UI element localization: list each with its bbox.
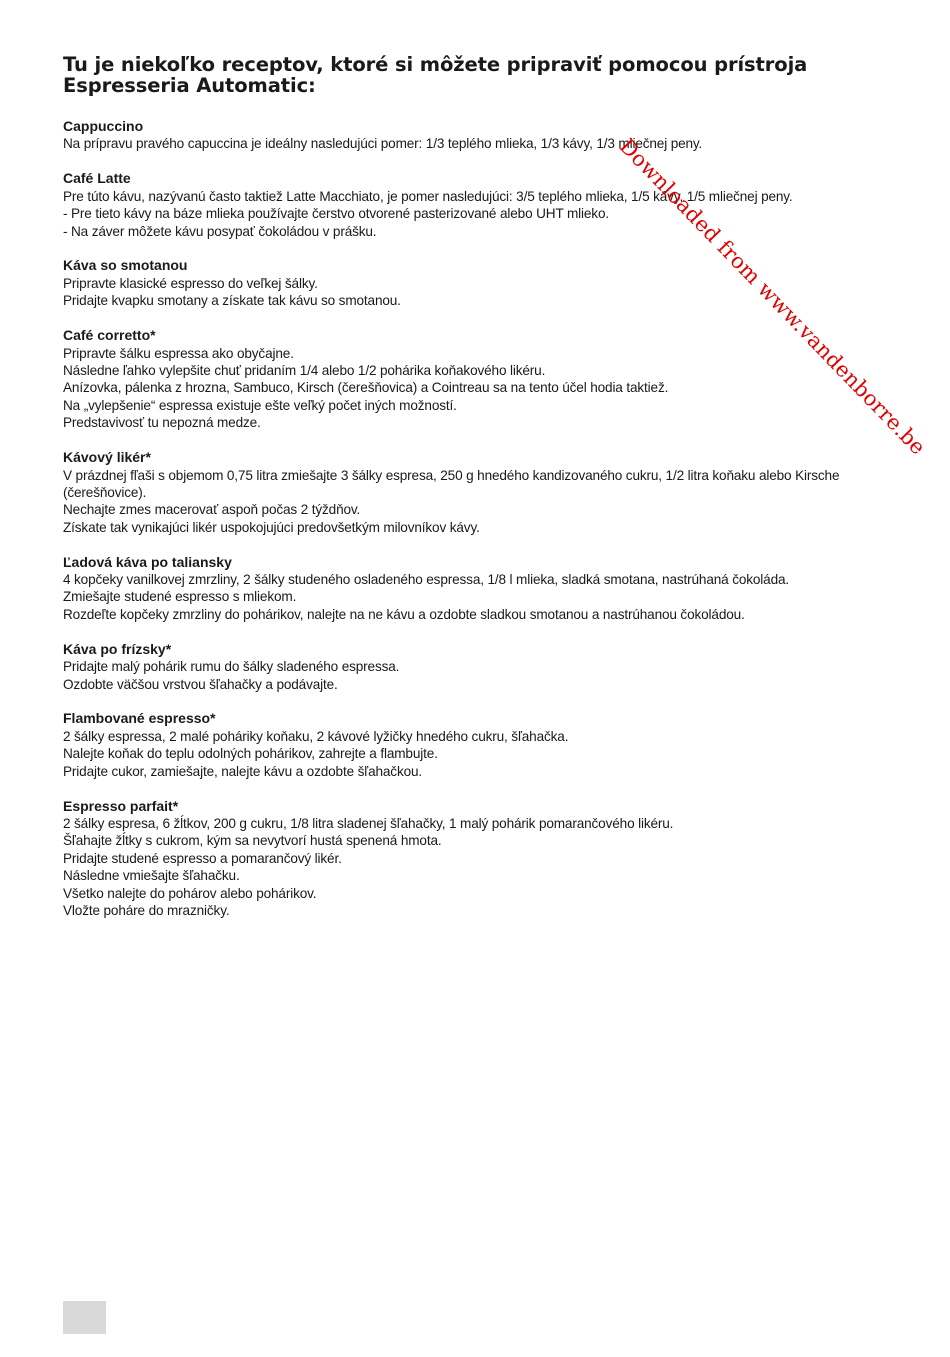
recipe-section — [63, 170, 903, 240]
recipe-text-line: Pre túto kávu, nazývanú často taktiež Latte Macchiato, je pomer nasledujúci: 3/5 teplého mlieka, 1/5 kávy, 1/5 mliečnej peny. — [63, 188, 793, 204]
recipe-text-line: (čerešňovice). — [63, 484, 147, 500]
recipe-text-line: Pridajte malý pohárik rumu do šálky sladeného espressa. — [63, 659, 400, 675]
recipe-text-line: Následne vmiešajte šľahačku. — [63, 868, 240, 884]
recipe-text-line: Rozdeľte kopčeky zmrzliny do pohárikov, nalejte na ne kávu a ozdobte sladkou smotanou a nastrúhanou čokoládou. — [63, 606, 745, 622]
recipe-list — [63, 118, 903, 919]
recipe-text-line: V prázdnej fľaši s objemom 0,75 litra zmiešajte 3 šálky espresa, 250 g hnedého kandizovaného cukru, 1/2 litra koňaku alebo Kirsche — [63, 467, 840, 483]
recipe-text-line: Na prípravu pravého capuccina je ideálny nasledujúci pomer: 1/3 teplého mlieka, 1/3 kávy, 1/3 mliečnej peny. — [63, 136, 703, 152]
recipe-text-line: 2 šálky espressa, 2 malé poháriky koňaku, 2 kávové lyžičky hnedého cukru, šľahačka. — [63, 728, 569, 744]
recipe-section — [63, 641, 903, 693]
recipe-section — [63, 554, 903, 624]
recipe-text-line: Zmiešajte studené espresso s mliekom. — [63, 589, 297, 605]
recipe-text-line: Vložte poháre do mrazničky. — [63, 903, 230, 919]
recipe-text-line: Nalejte koňak do teplu odolných pohárikov, zahrejte a flambujte. — [63, 746, 438, 762]
document-page — [63, 54, 903, 937]
recipe-text-line: - Na záver môžete kávu posypať čokoládou v prášku. — [63, 223, 377, 239]
recipe-text-line: 2 šálky espresa, 6 žĺtkov, 200 g cukru, 1/8 litra sladenej šľahačky, 1 malý pohárik pomarančového likéru. — [63, 816, 674, 831]
recipe-text-line: Na „vylepšenie“ espressa existuje ešte veľký počet iných možností. — [63, 397, 457, 413]
recipe-section — [63, 327, 903, 431]
recipe-text-line: Predstavivosť tu nepozná medze. — [63, 415, 261, 431]
watermark-link[interactable]: Downloaded from www.vandenborre.be — [614, 134, 931, 460]
page-title: Tu je niekoľko receptov, ktoré si môžete pripraviť pomocou prístroja Espresseria Automatic: — [63, 53, 808, 97]
recipe-section — [63, 798, 903, 920]
recipe-heading: Káva po frízsky* — [63, 640, 172, 657]
recipe-heading: Espresso parfait* — [63, 797, 179, 814]
recipe-heading: Cappuccino — [63, 118, 144, 134]
recipe-text-line: Pripravte šálku espressa ako obyčajne. — [63, 345, 294, 361]
recipe-text-line: Pridajte kvapku smotany a získate tak kávu so smotanou. — [63, 293, 401, 309]
recipe-heading: Ľadová káva po taliansky — [63, 553, 232, 570]
recipe-text-line: Pripravte klasické espresso do veľkej šálky. — [63, 275, 318, 291]
recipe-text-line: Získate tak vynikajúci likér uspokojujúci predovšetkým milovníkov kávy. — [63, 519, 480, 535]
recipe-text-line: Anízovka, pálenka z hrozna, Sambuco, Kirsch (čerešňovica) a Cointreau sa na tento účel hodia taktiež. — [63, 380, 669, 396]
recipe-heading: Café Latte — [63, 170, 131, 187]
recipe-text-line: Ozdobte väčšou vrstvou šľahačky a podávajte. — [63, 676, 338, 692]
page-number-tab — [63, 1301, 106, 1334]
recipe-text-line: Nechajte zmes macerovať aspoň počas 2 týždňov. — [63, 502, 361, 518]
recipe-heading: Kávový likér* — [63, 449, 151, 466]
recipe-section — [63, 449, 903, 536]
recipe-text-line: - Pre tieto kávy na báze mlieka používajte čerstvo otvorené pasterizované alebo UHT mlieko. — [63, 206, 609, 222]
recipe-text-line: Pridajte studené espresso a pomarančový likér. — [63, 850, 342, 866]
recipe-section — [63, 118, 903, 153]
recipe-text-line: Všetko nalejte do pohárov alebo pohárikov. — [63, 885, 317, 901]
recipe-text-line: Pridajte cukor, zamiešajte, nalejte kávu a ozdobte šľahačkou. — [63, 763, 423, 779]
recipe-heading: Káva so smotanou — [63, 257, 188, 274]
recipe-heading: Café corretto* — [63, 327, 156, 344]
recipe-text-line: Následne ľahko vylepšite chuť pridaním 1/4 alebo 1/2 pohárika koňakového likéru. — [63, 362, 546, 378]
recipe-heading: Flambované espresso* — [63, 710, 216, 727]
recipe-text-line: 4 kopčeky vanilkovej zmrzliny, 2 šálky studeného osladeného espressa, 1/8 l mlieka, sladká smotana, nastrúhaná čokoláda. — [63, 572, 790, 588]
recipe-section — [63, 710, 903, 780]
recipe-text-line: Šľahajte žĺtky s cukrom, kým sa nevytvorí hustá spenená hmota. — [63, 833, 442, 849]
